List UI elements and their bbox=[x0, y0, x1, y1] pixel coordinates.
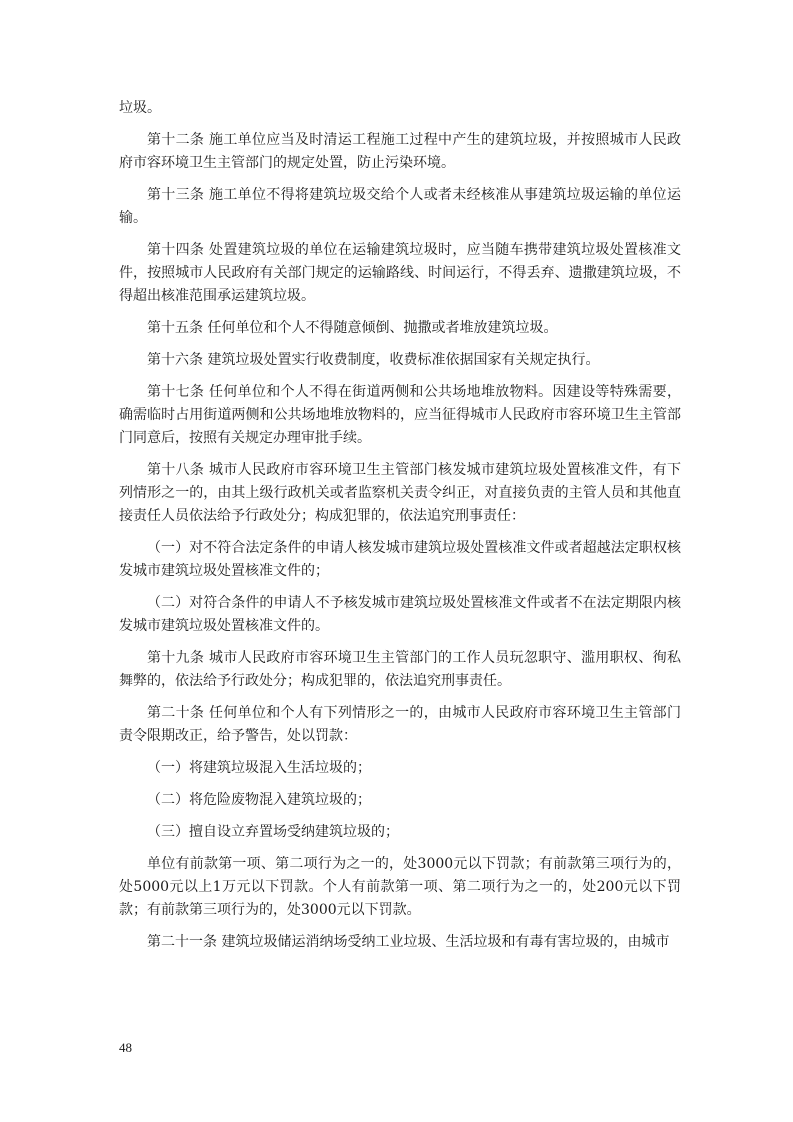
paragraph-article-20-item-3: （三）擅自设立弃置场受纳建筑垃圾的； bbox=[147, 824, 399, 840]
paragraph-article-18-item-1: （一）对不符合法定条件的申请人核发城市建筑垃圾处置核准文件或者超越法定职权核发城市建筑垃圾处置核准文件的； bbox=[119, 540, 681, 579]
paragraph-article-20-penalties: 单位有前款第一项、第二项行为之一的，处3000元以下罚款；有前款第三项行为的，处5000元以上1万元以下罚款。个人有前款第一项、第二项行为之一的，处200元以下罚款；有前款第三项行为的，处3000元以下罚款。 bbox=[119, 856, 681, 918]
paragraph-article-13: 第十三条 施工单位不得将建筑垃圾交给个人或者未经核准从事建筑垃圾运输的单位运输。 bbox=[119, 187, 681, 226]
paragraph-article-12: 第十二条 施工单位应当及时清运工程施工过程中产生的建筑垃圾，并按照城市人民政府市容环境卫生主管部门的规定处置，防止污染环境。 bbox=[119, 132, 681, 171]
paragraph-article-20-item-1: （一）将建筑垃圾混入生活垃圾的； bbox=[147, 760, 371, 776]
paragraph-article-18-item-2: （二）对符合条件的申请人不予核发城市建筑垃圾处置核准文件或者不在法定期限内核发城市建筑垃圾处置核准文件的。 bbox=[119, 595, 681, 634]
paragraph-article-16: 第十六条 建筑垃圾处置实行收费制度，收费标准依据国家有关规定执行。 bbox=[147, 352, 600, 368]
document-body bbox=[119, 97, 681, 963]
paragraph-article-18: 第十八条 城市人民政府市容环境卫生主管部门核发城市建筑垃圾处置核准文件，有下列情形之一的，由其上级行政机关或者监察机关责令纠正，对直接负责的主管人员和其他直接责任人员依法给予行政处分；构成犯罪的，依法追究刑事责任： bbox=[119, 462, 681, 524]
paragraph-article-15: 第十五条 任何单位和个人不得随意倾倒、抛撒或者堆放建筑垃圾。 bbox=[147, 320, 558, 336]
paragraph-article-17: 第十七条 任何单位和个人不得在街道两侧和公共场地堆放物料。因建设等特殊需要，确需临时占用街道两侧和公共场地堆放物料的，应当征得城市人民政府市容环境卫生主管部门同意后，按照有关规定办理审批手续。 bbox=[119, 384, 681, 446]
paragraph-article-20: 第二十条 任何单位和个人有下列情形之一的，由城市人民政府市容环境卫生主管部门责令限期改正，给予警告，处以罚款： bbox=[119, 705, 681, 744]
page-number: 48 bbox=[119, 1040, 132, 1055]
paragraph-article-14: 第十四条 处置建筑垃圾的单位在运输建筑垃圾时，应当随车携带建筑垃圾处置核准文件，按照城市人民政府有关部门规定的运输路线、时间运行，不得丢弃、遗撒建筑垃圾，不得超出核准范围承运建筑垃圾。 bbox=[119, 242, 681, 304]
paragraph-continuation: 垃圾。 bbox=[119, 100, 161, 116]
paragraph-article-19: 第十九条 城市人民政府市容环境卫生主管部门的工作人员玩忽职守、滥用职权、徇私舞弊的，依法给予行政处分；构成犯罪的，依法追究刑事责任。 bbox=[119, 650, 681, 689]
paragraph-article-20-item-2: （二）将危险废物混入建筑垃圾的； bbox=[147, 792, 371, 808]
paragraph-article-21: 第二十一条 建筑垃圾储运消纳场受纳工业垃圾、生活垃圾和有毒有害垃圾的，由城市 bbox=[147, 934, 670, 950]
